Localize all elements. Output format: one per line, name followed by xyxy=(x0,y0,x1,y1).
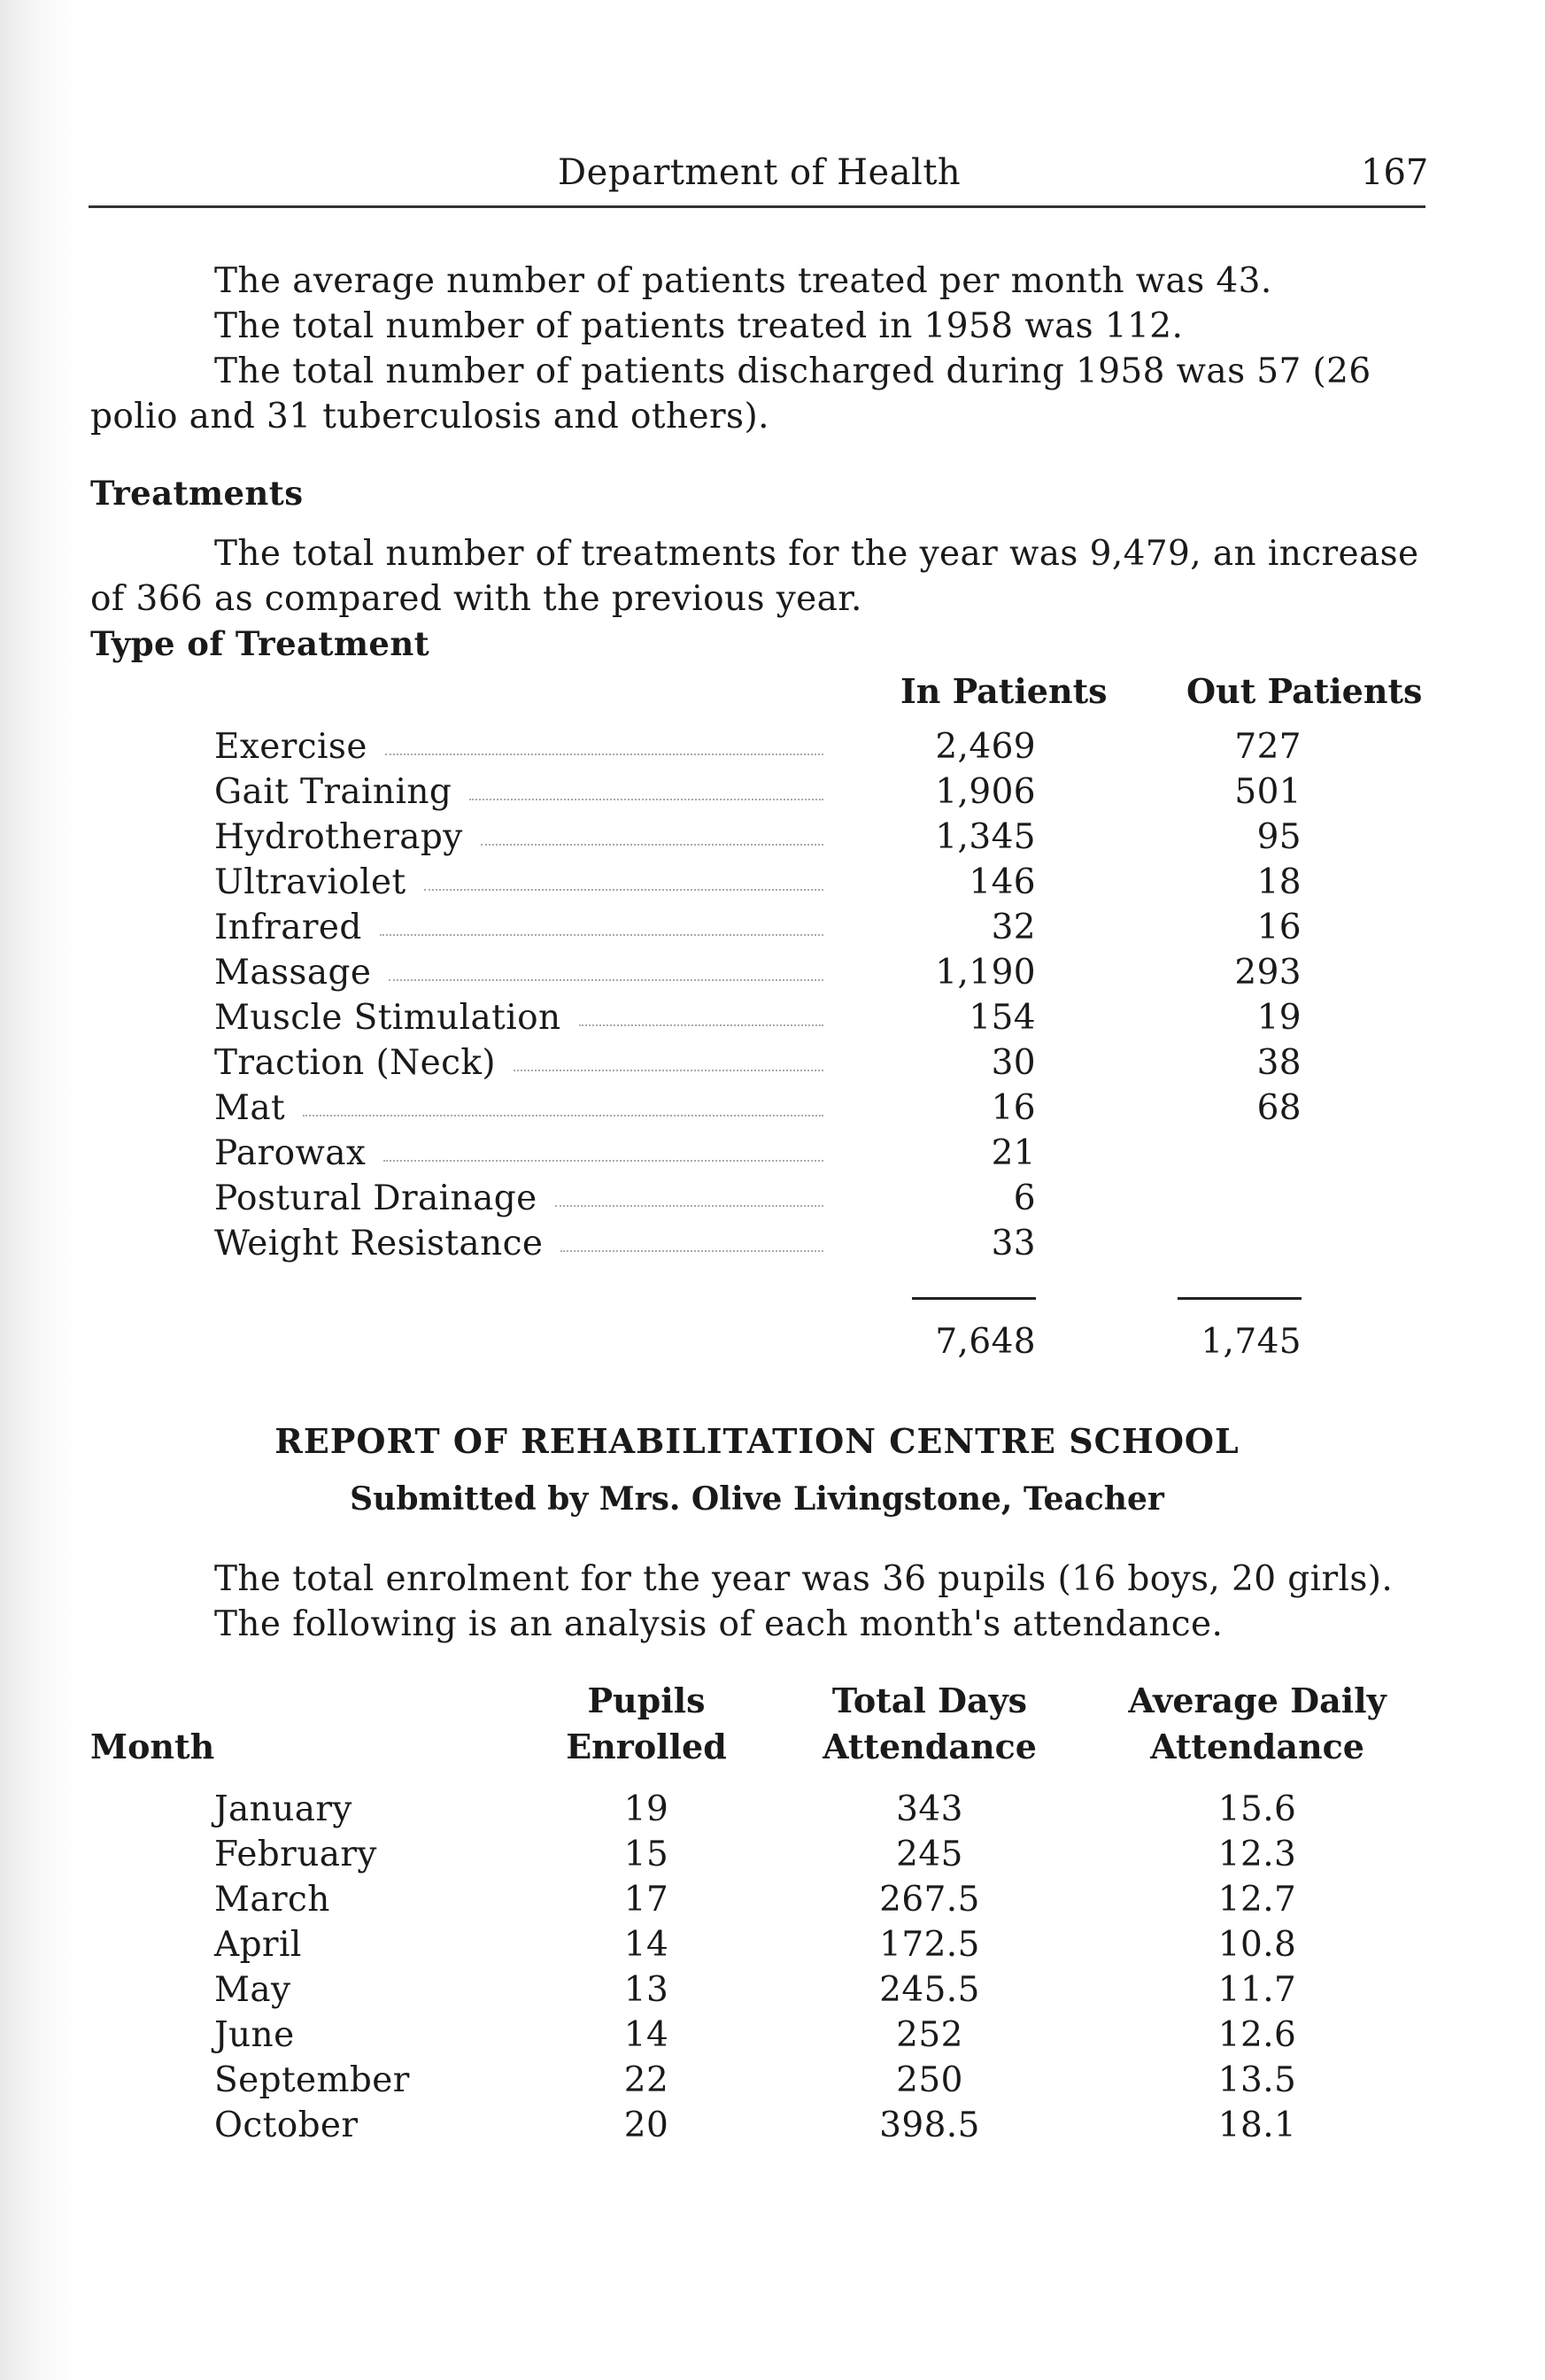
attendance-average-daily: 13.5 xyxy=(1217,2060,1297,2100)
attendance-total-days: 398.5 xyxy=(879,2106,980,2145)
treatment-name: Exercise xyxy=(214,727,367,767)
school-line-1: The total enrolment for the year was 36 pupils (16 boys, 20 girls). xyxy=(214,1559,1394,1599)
attendance-pupils-enrolled: 13 xyxy=(623,1970,669,2010)
dot-leader xyxy=(424,886,823,891)
intro-line-2: The total number of patients treated in 1958 was 112. xyxy=(214,306,1184,346)
attendance-total-days: 245.5 xyxy=(879,1970,980,2010)
attendance-average-daily: 18.1 xyxy=(1217,2106,1297,2145)
total-in-patients: 7,648 xyxy=(935,1322,1036,1362)
attendance-average-daily: 12.7 xyxy=(1217,1880,1297,1920)
treatment-name: Ultraviolet xyxy=(214,862,406,902)
col-in-patients: In Patients xyxy=(900,671,1108,711)
attendance-total-days: 172.5 xyxy=(879,1925,980,1965)
treatment-name: Infrared xyxy=(214,908,362,947)
attendance-average-daily: 10.8 xyxy=(1217,1925,1297,1965)
in-total-rule xyxy=(912,1297,1036,1300)
col-pupils-2: Enrolled xyxy=(566,1727,727,1766)
col-days-2: Attendance xyxy=(823,1727,1037,1766)
treatment-out-patients: 95 xyxy=(1256,817,1302,857)
attendance-month: October xyxy=(214,2106,359,2145)
treatment-name: Gait Training xyxy=(214,772,452,812)
dot-leader xyxy=(303,1112,823,1117)
treatment-name: Muscle Stimulation xyxy=(214,998,561,1038)
treatments-heading: Treatments xyxy=(90,474,304,513)
dot-leader xyxy=(481,841,823,846)
treatment-out-patients: 19 xyxy=(1256,998,1302,1038)
treatment-out-patients: 293 xyxy=(1234,953,1302,993)
intro-line-4: polio and 31 tuberculosis and others). xyxy=(90,397,769,437)
school-report-title: REPORT OF REHABILITATION CENTRE SCHOOL xyxy=(274,1421,1240,1461)
treatments-line-2: of 366 as compared with the previous year. xyxy=(90,579,862,619)
col-avg-2: Attendance xyxy=(1150,1727,1364,1766)
attendance-average-daily: 15.6 xyxy=(1217,1789,1297,1829)
attendance-month: March xyxy=(214,1880,330,1920)
col-days-1: Total Days xyxy=(831,1681,1028,1720)
attendance-total-days: 245 xyxy=(896,1835,963,1874)
attendance-average-daily: 12.3 xyxy=(1217,1835,1297,1874)
treatments-line-1: The total number of treatments for the year was 9,479, an increase xyxy=(214,534,1419,574)
treatment-in-patients: 33 xyxy=(991,1224,1036,1263)
treatment-in-patients: 1,345 xyxy=(935,817,1036,857)
attendance-month: January xyxy=(214,1789,352,1829)
treatment-out-patients: 68 xyxy=(1256,1088,1302,1128)
attendance-total-days: 267.5 xyxy=(879,1880,980,1920)
treatment-in-patients: 30 xyxy=(991,1043,1036,1083)
attendance-pupils-enrolled: 19 xyxy=(623,1789,669,1829)
treatment-out-patients: 38 xyxy=(1256,1043,1302,1083)
attendance-pupils-enrolled: 14 xyxy=(623,1925,669,1965)
attendance-month: February xyxy=(214,1835,377,1874)
dot-leader xyxy=(555,1202,823,1207)
attendance-month: April xyxy=(214,1925,302,1965)
total-out-patients: 1,745 xyxy=(1201,1322,1302,1362)
header-rule xyxy=(89,205,1425,208)
treatment-in-patients: 1,190 xyxy=(935,953,1036,993)
attendance-pupils-enrolled: 17 xyxy=(623,1880,669,1920)
treatment-out-patients: 501 xyxy=(1234,772,1302,812)
attendance-month: May xyxy=(214,1970,291,2010)
school-line-2: The following is an analysis of each month's attendance. xyxy=(214,1604,1224,1644)
dot-leader xyxy=(389,977,823,981)
treatment-in-patients: 1,906 xyxy=(935,772,1036,812)
attendance-total-days: 250 xyxy=(896,2060,963,2100)
treatment-in-patients: 32 xyxy=(991,908,1036,947)
attendance-pupils-enrolled: 22 xyxy=(623,2060,669,2100)
school-submitted-by: Submitted by Mrs. Olive Livingstone, Teacher xyxy=(350,1480,1164,1518)
treatment-in-patients: 21 xyxy=(991,1133,1036,1173)
treatment-in-patients: 16 xyxy=(991,1088,1036,1128)
treatment-name: Mat xyxy=(214,1088,286,1128)
intro-line-3: The total number of patients discharged during 1958 was 57 (26 xyxy=(214,352,1371,391)
attendance-month: September xyxy=(214,2060,410,2100)
col-out-patients: Out Patients xyxy=(1186,671,1423,711)
treatment-name: Weight Resistance xyxy=(214,1224,544,1263)
treatment-name: Postural Drainage xyxy=(214,1178,537,1218)
page-number: 167 xyxy=(1361,152,1429,193)
dot-leader xyxy=(514,1067,823,1071)
attendance-month: June xyxy=(214,2015,295,2055)
treatment-name: Hydrotherapy xyxy=(214,817,463,857)
col-avg-1: Average Daily xyxy=(1128,1681,1387,1720)
running-head: Department of Health xyxy=(558,152,962,193)
out-total-rule xyxy=(1178,1297,1302,1300)
treatment-out-patients: 18 xyxy=(1256,862,1302,902)
attendance-total-days: 252 xyxy=(896,2015,963,2055)
dot-leader xyxy=(560,1248,823,1252)
attendance-pupils-enrolled: 20 xyxy=(623,2106,669,2145)
dot-leader xyxy=(385,751,823,755)
attendance-average-daily: 12.6 xyxy=(1217,2015,1297,2055)
attendance-total-days: 343 xyxy=(896,1789,963,1829)
dot-leader xyxy=(380,931,823,936)
intro-line-1: The average number of patients treated per month was 43. xyxy=(214,261,1272,301)
attendance-average-daily: 11.7 xyxy=(1217,1970,1297,2010)
attendance-pupils-enrolled: 14 xyxy=(623,2015,669,2055)
attendance-pupils-enrolled: 15 xyxy=(623,1835,669,1874)
treatment-out-patients: 727 xyxy=(1234,727,1302,767)
col-month: Month xyxy=(90,1727,215,1766)
treatment-in-patients: 6 xyxy=(1013,1178,1036,1218)
col-pupils-1: Pupils xyxy=(587,1681,706,1720)
treatment-name: Traction (Neck) xyxy=(214,1043,496,1083)
treatment-out-patients: 16 xyxy=(1256,908,1302,947)
treatment-name: Massage xyxy=(214,953,372,993)
treatment-in-patients: 2,469 xyxy=(935,727,1036,767)
treatment-in-patients: 146 xyxy=(969,862,1036,902)
dot-leader xyxy=(383,1157,823,1162)
treatment-name: Parowax xyxy=(214,1133,367,1173)
dot-leader xyxy=(469,796,823,800)
treatment-in-patients: 154 xyxy=(969,998,1036,1038)
type-of-treatment-heading: Type of Treatment xyxy=(90,624,430,663)
dot-leader xyxy=(579,1022,823,1026)
